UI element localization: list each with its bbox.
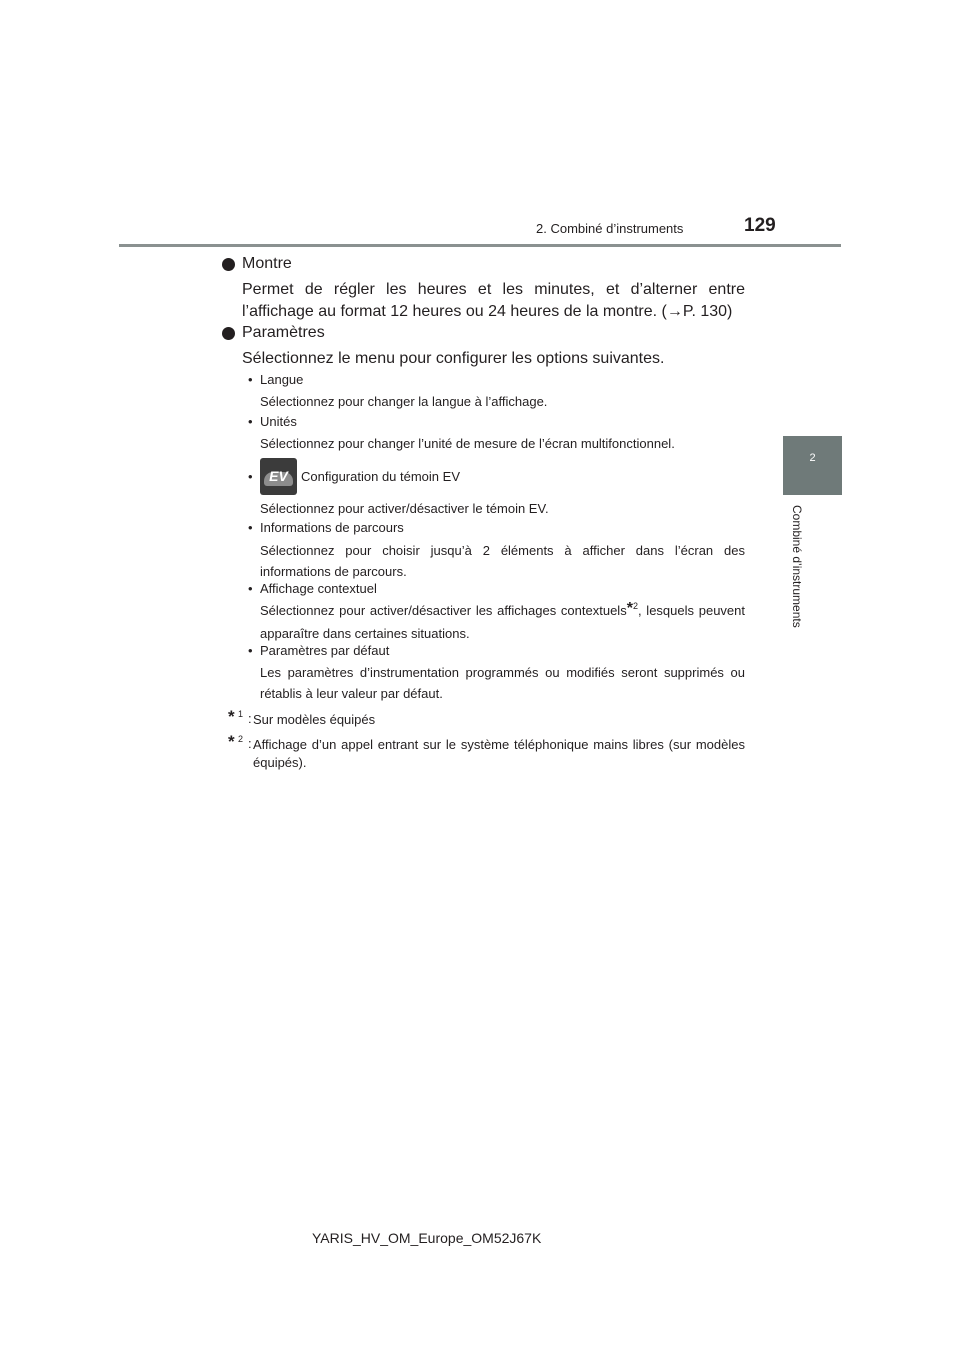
bullet-dot-icon xyxy=(222,327,235,340)
item-title: Paramètres xyxy=(242,324,325,341)
sub-bullet: • xyxy=(248,520,253,535)
desc-text: , lesquels peuvent apparaître dans certaines situations. xyxy=(260,603,745,641)
sub-bullet: • xyxy=(248,414,253,429)
footnote-star: * xyxy=(228,732,235,751)
sub-bullet: • xyxy=(248,643,253,658)
bullet-dot-icon xyxy=(222,258,235,271)
sub-item-ev-desc: Sélectionnez pour activer/désactiver le témoin EV. xyxy=(260,501,549,516)
item-parametres-text: Sélectionnez le menu pour configurer les options suivantes. xyxy=(242,350,665,367)
chapter-tab-label: Combiné d’instruments xyxy=(790,505,804,628)
footnote-number: 1 xyxy=(238,709,244,719)
sub-item-label: Paramètres par défaut xyxy=(260,643,390,658)
desc-text: Sélectionnez pour activer/désactiver les affichages contextuels xyxy=(260,603,627,618)
sub-item-ev-label: Configuration du témoin EV xyxy=(301,469,460,484)
sub-bullet: • xyxy=(248,581,253,596)
header-divider xyxy=(119,244,841,247)
sub-item-label: Affichage contextuel xyxy=(260,581,377,596)
ev-indicator-icon xyxy=(260,458,297,495)
sub-item-label: Informations de parcours xyxy=(260,520,404,535)
sub-item-label: Langue xyxy=(260,372,304,387)
sub-bullet: • xyxy=(248,372,253,387)
footnote-colon: : xyxy=(248,711,252,726)
sub-item-label: Unités xyxy=(260,414,297,429)
sub-item-langue-desc: Sélectionnez pour changer la langue à l’affichage. xyxy=(260,394,548,409)
page-number: 129 xyxy=(744,215,776,236)
document-code: YARIS_HV_OM_Europe_OM52J67K xyxy=(312,1230,542,1246)
item-montre-text: Permet de régler les heures et les minutes, et d’alterner entre l’affichage au format 12 heures ou 24 heures de la montre. (→P. 130) xyxy=(242,281,745,320)
footnote-ref-number: 2 xyxy=(632,601,638,611)
sub-item-defaut-desc: Les paramètres d’instrumentation programmés ou modifiés seront supprimés ou rétablis à leur valeur par défaut. xyxy=(260,665,745,701)
ev-icon-text: EV xyxy=(269,468,288,484)
sub-item-unites-desc: Sélectionnez pour changer l’unité de mesure de l’écran multifonctionnel. xyxy=(260,436,675,451)
footnote-colon: : xyxy=(248,736,252,751)
sub-bullet: • xyxy=(248,469,253,484)
footnote-star: * xyxy=(228,707,235,726)
footnote-text: Sur modèles équipés xyxy=(253,712,376,727)
footnote-number: 2 xyxy=(238,734,244,744)
footnote-text: Affichage d’un appel entrant sur le système téléphonique mains libres (sur modèles équipés). xyxy=(253,737,745,770)
sub-item-parcours-desc: Sélectionnez pour choisir jusqu’à 2 éléments à afficher dans l’écran des informations de parcours. xyxy=(260,543,745,579)
running-header-section: 2. Combiné d’instruments xyxy=(536,221,684,236)
footnote-star: * xyxy=(626,600,633,617)
item-title: Montre xyxy=(242,255,292,272)
sub-item-contextuel-desc xyxy=(260,600,745,644)
chapter-tab-number: 2 xyxy=(809,452,816,464)
